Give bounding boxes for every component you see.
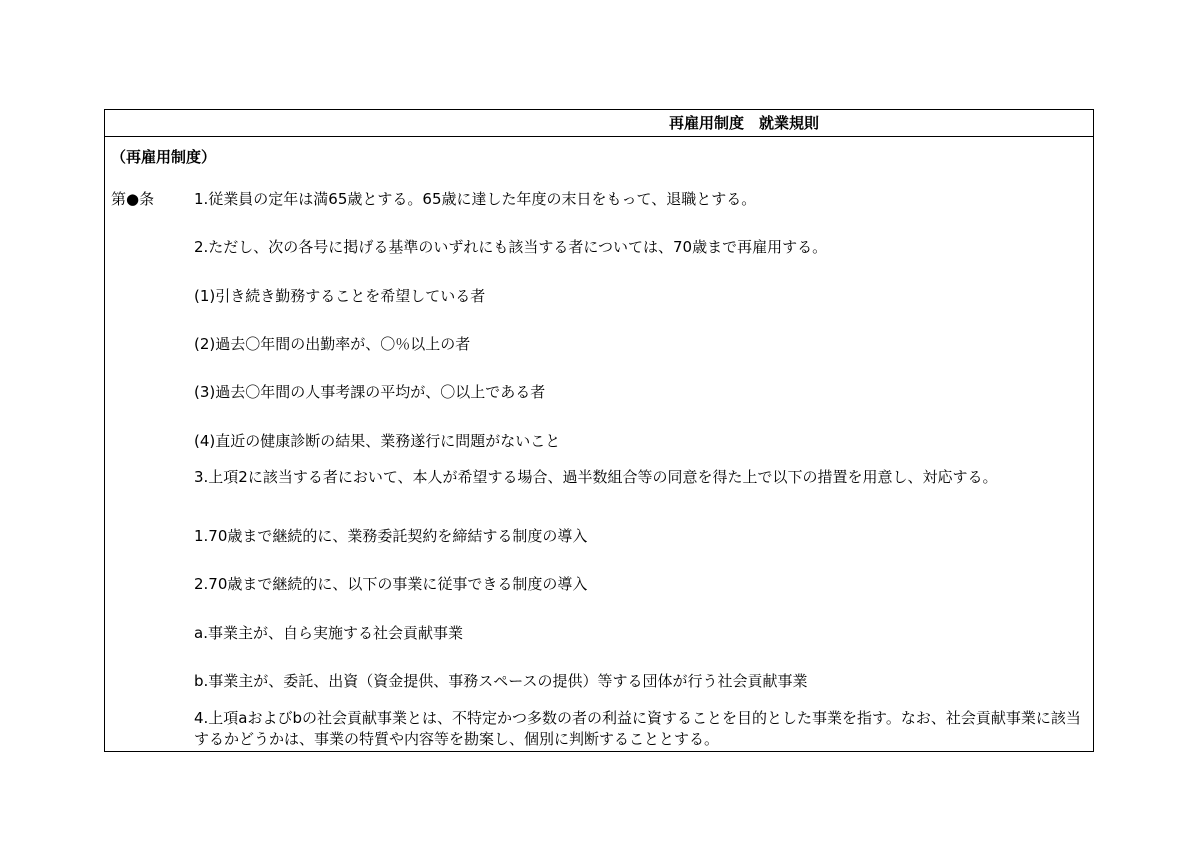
- item-b-funded-organization: b.事業主が、委託、出資（資金提供、事務スペースの提供）等する団体が行う社会貢献事業: [194, 672, 808, 690]
- criterion-1-desire: (1)引き続き勤務することを希望している者: [194, 287, 486, 305]
- section-heading: （再雇用制度）: [111, 148, 217, 166]
- article-label: 第●条: [111, 190, 155, 208]
- measure-2-social-contribution: 2.70歳まで継続的に、以下の事業に従事できる制度の導入: [194, 575, 588, 593]
- item-a-own-project: a.事業主が、自ら実施する社会貢献事業: [194, 624, 463, 642]
- criterion-2-attendance: (2)過去〇年間の出勤率が、〇％以上の者: [194, 335, 471, 353]
- clause-1-retirement-age: 1.従業員の定年は満65歳とする。65歳に達した年度の末日をもって、退職とする。: [194, 190, 757, 208]
- criterion-3-evaluation: (3)過去〇年間の人事考課の平均が、〇以上である者: [194, 383, 546, 401]
- clause-4-definition: 4.上項aおよびbの社会貢献事業とは、不特定かつ多数の者の利益に資することを目的とした事業を指す。なお、社会貢献事業に該当するかどうかは、事業の特質や内容等を勘案し、個別に判断することとする。: [194, 709, 1081, 748]
- regulation-table: [104, 109, 1094, 752]
- clause-3-measures: 3.上項2に該当する者において、本人が希望する場合、過半数組合等の同意を得た上で以下の措置を用意し、対応する。: [194, 468, 998, 486]
- clause-2-rehire-criteria: 2.ただし、次の各号に掲げる基準のいずれにも該当する者については、70歳まで再雇用する。: [194, 238, 828, 256]
- measure-1-outsourcing: 1.70歳まで継続的に、業務委託契約を締結する制度の導入: [194, 527, 588, 545]
- criterion-4-health: (4)直近の健康診断の結果、業務遂行に問題がないこと: [194, 432, 561, 450]
- document-title: 再雇用制度 就業規則: [105, 110, 1093, 137]
